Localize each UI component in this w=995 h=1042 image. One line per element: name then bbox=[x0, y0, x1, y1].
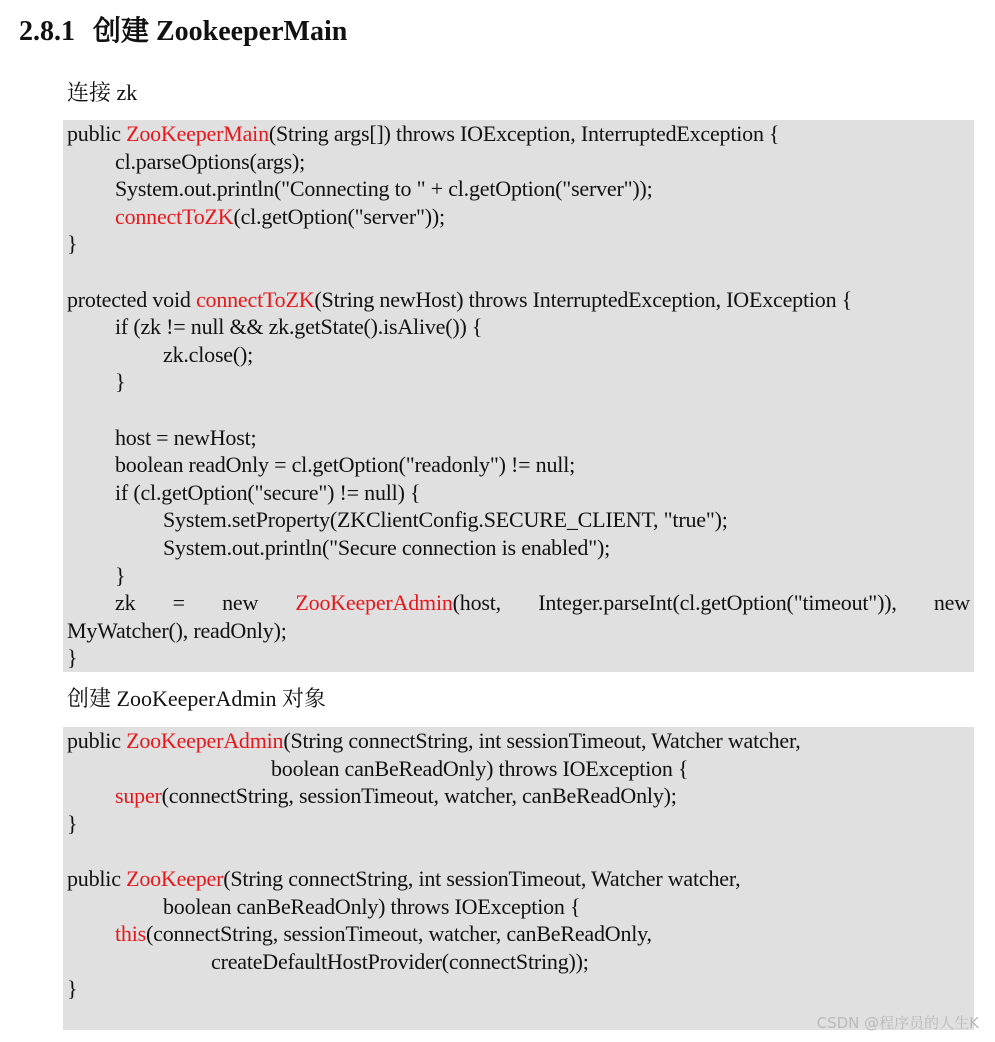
code-line bbox=[67, 286, 970, 314]
code-line: host = newHost; bbox=[115, 424, 257, 450]
code-line bbox=[67, 203, 970, 231]
paragraph-create-admin: 创建 ZooKeeperAdmin 对象 bbox=[67, 686, 327, 711]
code-line: if (cl.getOption("secure") != null) { bbox=[115, 479, 421, 505]
section-heading bbox=[19, 12, 347, 52]
code-line: } bbox=[67, 976, 78, 1002]
code-text: zk bbox=[115, 590, 136, 616]
code-line: } bbox=[67, 810, 78, 836]
code-highlight: ZooKeeper bbox=[126, 865, 224, 891]
code-line: zk.close(); bbox=[163, 341, 254, 367]
code-text: (String connectString, int sessionTimeout, Watcher watcher, bbox=[283, 728, 801, 753]
code-line: } bbox=[67, 231, 78, 257]
code-text: (String args[]) throws IOException, InterruptedException { bbox=[268, 121, 780, 146]
code-text: (String newHost) throws InterruptedException, IOException { bbox=[314, 286, 853, 312]
code-highlight: ZooKeeperMain bbox=[126, 121, 269, 146]
code-line: System.out.println("Secure connection is enabled"); bbox=[163, 534, 611, 560]
code-highlight: this bbox=[115, 921, 146, 947]
code-line bbox=[67, 865, 970, 893]
code-text: (String connectString, int sessionTimeout, Watcher watcher, bbox=[223, 865, 741, 891]
code-text: = bbox=[172, 590, 185, 616]
code-highlight: connectToZK bbox=[115, 203, 234, 229]
code-text: (host, bbox=[452, 590, 501, 616]
paragraph-connect-zk: 连接 zk bbox=[67, 80, 138, 105]
code-block-zookeeper-main bbox=[63, 120, 974, 672]
code-line: } bbox=[67, 645, 78, 671]
code-line: System.out.println("Connecting to " + cl.getOption("server")); bbox=[115, 176, 653, 202]
code-line: System.setProperty(ZKClientConfig.SECURE_CLIENT, "true"); bbox=[163, 507, 728, 533]
code-highlight: super bbox=[115, 783, 162, 809]
code-text: (cl.getOption("server")); bbox=[233, 203, 445, 229]
code-highlight: ZooKeeperAdmin bbox=[295, 590, 453, 616]
code-text: new bbox=[222, 590, 259, 616]
code-line: if (zk != null && zk.getState().isAlive()) { bbox=[115, 314, 483, 340]
code-line: } bbox=[115, 562, 126, 588]
code-line: createDefaultHostProvider(connectString)); bbox=[211, 948, 589, 974]
code-line: cl.parseOptions(args); bbox=[115, 148, 306, 174]
code-blank-line bbox=[67, 837, 970, 865]
code-highlight: connectToZK bbox=[195, 286, 315, 312]
section-number: 2.8.1 bbox=[19, 16, 75, 47]
code-text: protected void bbox=[67, 286, 196, 312]
code-text: new bbox=[933, 590, 970, 616]
code-line bbox=[67, 920, 970, 948]
code-text: public bbox=[67, 728, 127, 753]
code-line: } bbox=[115, 369, 126, 395]
code-line bbox=[67, 782, 970, 810]
code-text: public bbox=[67, 865, 127, 891]
code-line: MyWatcher(), readOnly); bbox=[67, 617, 287, 643]
watermark: CSDN @程序员的人生K bbox=[816, 1014, 979, 1032]
code-call bbox=[295, 589, 501, 617]
code-line bbox=[67, 727, 970, 755]
code-text: (connectString, sessionTimeout, watcher, canBeReadOnly); bbox=[161, 783, 677, 809]
code-line: boolean readOnly = cl.getOption("readonly") != null; bbox=[115, 452, 576, 478]
code-text: Integer.parseInt(cl.getOption("timeout")), bbox=[538, 590, 897, 616]
code-text: (connectString, sessionTimeout, watcher, canBeReadOnly, bbox=[146, 921, 652, 947]
code-line: boolean canBeReadOnly) throws IOException { bbox=[271, 755, 689, 781]
code-block-zookeeper-admin bbox=[63, 727, 974, 1030]
code-text: public bbox=[67, 121, 127, 146]
code-line bbox=[67, 120, 970, 148]
section-title: 创建 ZookeeperMain bbox=[93, 16, 348, 47]
code-blank-line bbox=[67, 396, 970, 424]
code-blank-line bbox=[67, 258, 970, 286]
code-highlight: ZooKeeperAdmin bbox=[126, 728, 284, 753]
code-line-justified bbox=[67, 589, 970, 617]
code-line: boolean canBeReadOnly) throws IOException { bbox=[163, 893, 581, 919]
